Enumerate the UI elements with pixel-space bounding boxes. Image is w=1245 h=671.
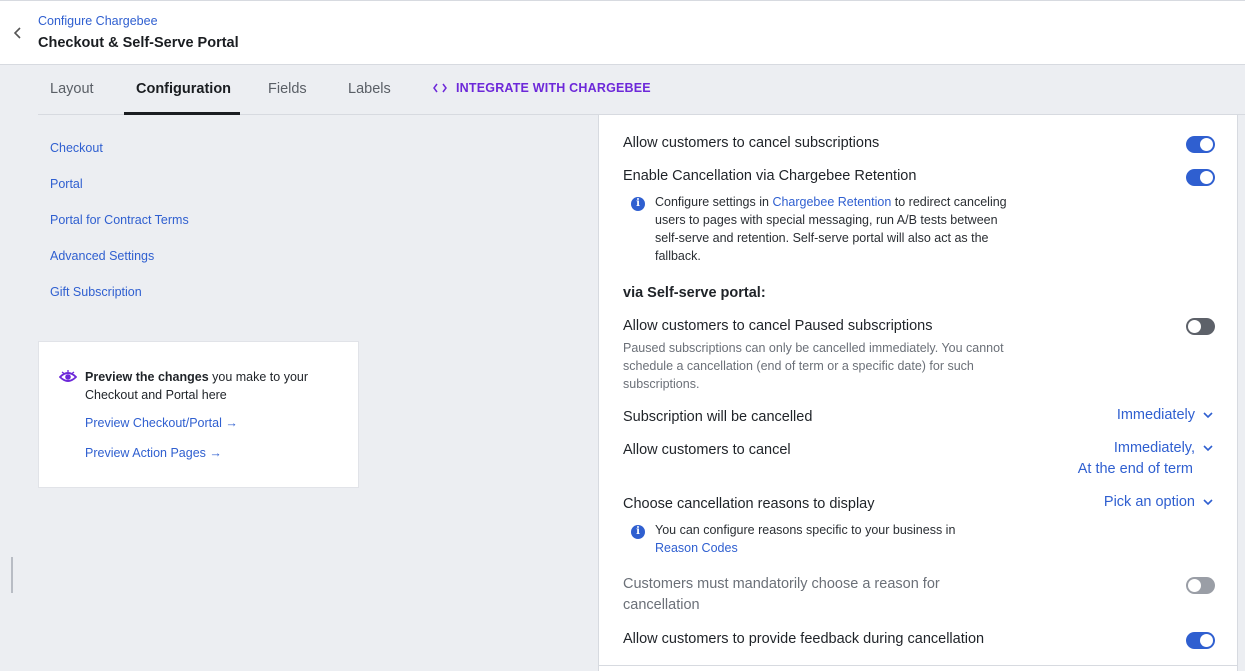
breadcrumb[interactable]: Configure Chargebee xyxy=(38,14,158,28)
will-be-cancelled-value: Immediately xyxy=(1116,407,1195,423)
divider xyxy=(599,665,1237,666)
retention-info-post: to redirect canceling users to pages with special messaging, run A/B tests between self-serve and retention. Self-serve portal will also act as the fallback. xyxy=(655,195,1007,263)
info-icon: i xyxy=(631,525,645,539)
reason-codes-link[interactable]: Reason Codes xyxy=(655,541,738,555)
feedback-toggle[interactable] xyxy=(1186,632,1215,649)
mandatory-reason-label: Customers must mandatorily choose a reason for cancellation xyxy=(623,576,940,613)
tab-configuration[interactable]: Configuration xyxy=(136,81,232,97)
preview-description xyxy=(85,368,335,404)
chevron-down-icon xyxy=(1203,412,1213,419)
preview-action-pages-link[interactable]: Preview Action Pages → xyxy=(85,446,222,460)
reasons-info-text: You can configure reasons specific to your business in xyxy=(655,523,956,537)
preview-card xyxy=(38,341,359,488)
will-be-cancelled-dropdown[interactable] xyxy=(1117,407,1213,423)
tab-labels[interactable]: Labels xyxy=(348,81,391,97)
will-be-cancelled-label: Subscription will be cancelled xyxy=(623,409,813,425)
sidenav-item-gift-subscription[interactable]: Gift Subscription xyxy=(50,285,142,299)
preview-checkout-portal-link[interactable]: Preview Checkout/Portal → xyxy=(85,416,238,430)
mandatory-reason-toggle[interactable] xyxy=(1186,577,1215,594)
reasons-info xyxy=(655,521,1015,557)
retention-info-pre: Configure settings in xyxy=(655,195,773,209)
paused-cancel-label: Allow customers to cancel Paused subscriptions xyxy=(623,318,933,334)
sidenav-item-portal[interactable]: Portal xyxy=(50,177,83,191)
paused-cancel-toggle[interactable] xyxy=(1186,318,1215,335)
sidenav-item-advanced-settings[interactable]: Advanced Settings xyxy=(50,249,155,263)
feedback-label: Allow customers to provide feedback during cancellation xyxy=(623,631,985,647)
eye-icon xyxy=(59,370,77,384)
allow-cancel-when-value: Immediately, xyxy=(1113,440,1195,456)
tab-fields[interactable]: Fields xyxy=(268,81,307,97)
retention-info xyxy=(655,193,1015,265)
sidenav-item-portal-contract-terms[interactable]: Portal for Contract Terms xyxy=(50,213,189,227)
chargebee-retention-link[interactable]: Chargebee Retention xyxy=(772,195,892,209)
retention-toggle[interactable] xyxy=(1186,169,1215,186)
page-title: Checkout & Self-Serve Portal xyxy=(38,35,239,51)
cancellation-reasons-value: Pick an option xyxy=(1103,494,1195,510)
tab-layout[interactable]: Layout xyxy=(50,81,94,97)
preview-rest-text: you make to your Checkout and Portal here xyxy=(85,370,309,402)
allow-cancel-when-label: Allow customers to cancel xyxy=(623,442,791,458)
retention-label: Enable Cancellation via Chargebee Retention xyxy=(623,168,917,184)
sidenav-item-checkout[interactable]: Checkout xyxy=(50,141,103,155)
allow-cancel-when-value-2[interactable]: At the end of term xyxy=(1077,461,1193,477)
back-arrow-icon[interactable] xyxy=(10,25,26,41)
allow-cancel-toggle[interactable] xyxy=(1186,136,1215,153)
integrate-label: INTEGRATE WITH CHARGEBEE xyxy=(456,81,651,95)
paused-cancel-description: Paused subscriptions can only be cancelled immediately. You cannot schedule a cancellation (end of term or a specific date) for such subscriptions. xyxy=(623,341,1004,391)
integrate-with-chargebee-link[interactable] xyxy=(433,81,651,95)
chevron-down-icon xyxy=(1203,499,1213,506)
chevron-down-icon xyxy=(1203,445,1213,452)
allow-cancel-when-dropdown[interactable] xyxy=(1114,440,1213,456)
preview-bold-text: Preview the changes xyxy=(85,370,209,384)
cancellation-reasons-dropdown[interactable] xyxy=(1104,494,1213,510)
resize-handle[interactable] xyxy=(11,557,13,593)
tab-bar xyxy=(38,65,1245,115)
cancellation-settings-panel xyxy=(598,115,1238,671)
page-header xyxy=(0,0,1245,65)
allow-cancel-label: Allow customers to cancel subscriptions xyxy=(623,135,880,151)
code-brackets-icon xyxy=(433,83,447,93)
active-tab-indicator xyxy=(124,112,240,115)
info-icon: i xyxy=(631,197,645,211)
cancellation-reasons-label: Choose cancellation reasons to display xyxy=(623,496,875,512)
section-heading: via Self-serve portal: xyxy=(623,285,766,301)
